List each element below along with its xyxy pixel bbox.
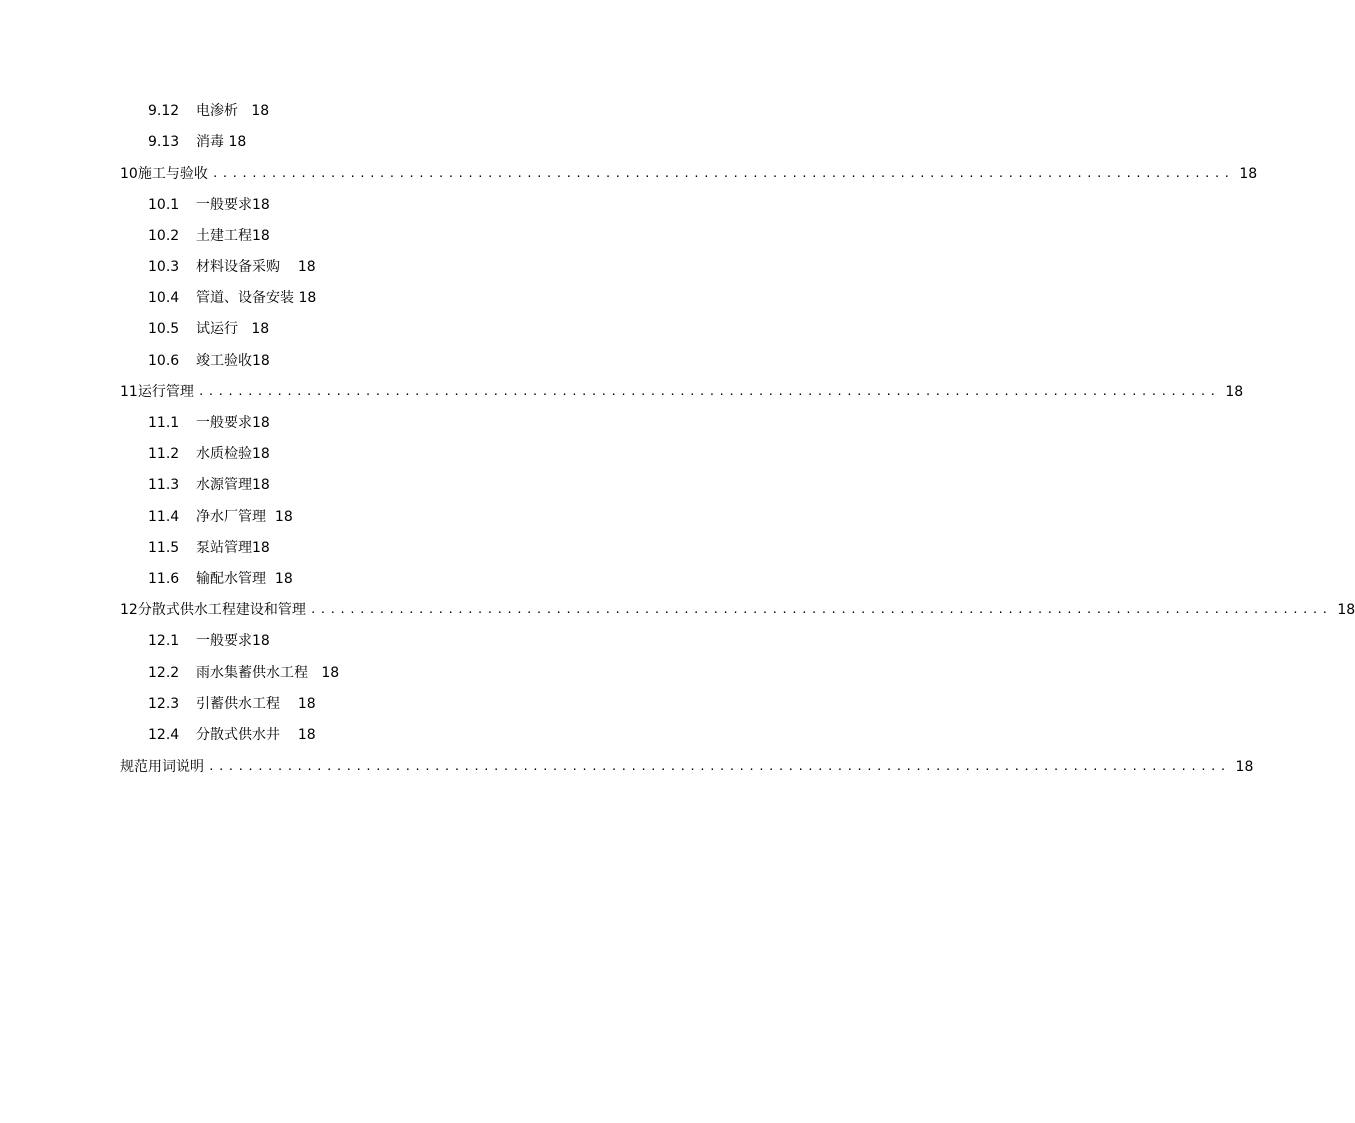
toc-dot-leader: ........................................................................................................ bbox=[309, 603, 1332, 616]
toc-entry-10-1[interactable] bbox=[148, 195, 270, 215]
toc-chapter-page-number: 18 bbox=[1235, 759, 1254, 775]
toc-entry-gap bbox=[266, 509, 275, 525]
toc-chapter-title: 分散式供水工程建设和管理 bbox=[137, 602, 306, 618]
toc-entry-page-number: 18 bbox=[297, 259, 316, 275]
toc-entry-gap bbox=[280, 259, 298, 275]
toc-chapter-number: 12 bbox=[120, 602, 138, 618]
toc-entry-page-number: 18 bbox=[251, 103, 270, 119]
toc-entry-title: 泵站管理 bbox=[196, 540, 252, 556]
toc-entry-12-4[interactable] bbox=[148, 725, 316, 745]
toc-entry-title: 管道、设备安装 bbox=[196, 290, 294, 306]
toc-entry-page-number: 18 bbox=[252, 415, 270, 431]
toc-entry-title: 材料设备采购 bbox=[196, 259, 280, 275]
toc-chapter-title: 规范用词说明 bbox=[120, 759, 204, 775]
toc-entry-gap bbox=[280, 727, 298, 743]
toc-entry-gap bbox=[280, 696, 298, 712]
toc-entry-gap bbox=[238, 103, 251, 119]
toc-entry-number: 12.4 bbox=[148, 727, 180, 743]
toc-entry-page-number: 18 bbox=[252, 633, 270, 649]
toc-chapter-page-number: 18 bbox=[1225, 384, 1244, 400]
toc-entry-10-4[interactable] bbox=[148, 288, 316, 308]
toc-entry-number: 10.2 bbox=[148, 228, 180, 244]
toc-entry-title: 分散式供水井 bbox=[196, 727, 280, 743]
toc-entry-page-number: 18 bbox=[274, 509, 293, 525]
toc-entry-10-2[interactable] bbox=[148, 226, 270, 246]
toc-entry-page-number: 18 bbox=[252, 353, 270, 369]
toc-chapter-12[interactable] bbox=[120, 600, 1355, 620]
toc-chapter-10[interactable] bbox=[120, 164, 1258, 184]
toc-entry-page-number: 18 bbox=[252, 228, 270, 244]
toc-entry-page-number: 18 bbox=[252, 477, 270, 493]
toc-entry-title: 一般要求 bbox=[196, 633, 252, 649]
toc-chapter-title: 运行管理 bbox=[137, 384, 194, 400]
toc-entry-number: 11.1 bbox=[148, 415, 180, 431]
toc-entry-10-5[interactable] bbox=[148, 319, 269, 339]
toc-chapter-number: 10 bbox=[120, 166, 138, 182]
toc-entry-title: 水质检验 bbox=[196, 446, 252, 462]
toc-entry-title: 试运行 bbox=[196, 321, 238, 337]
toc-entry-9-13[interactable] bbox=[148, 132, 246, 152]
toc-entry-page-number: 18 bbox=[252, 446, 270, 462]
toc-entry-12-2[interactable] bbox=[148, 663, 339, 683]
toc-entry-title: 土建工程 bbox=[196, 228, 252, 244]
toc-entry-number: 11.2 bbox=[148, 446, 180, 462]
toc-entry-10-3[interactable] bbox=[148, 257, 316, 277]
toc-entry-12-1[interactable] bbox=[148, 631, 270, 651]
toc-entry-number: 11.6 bbox=[148, 571, 180, 587]
toc-chapter-11[interactable] bbox=[120, 382, 1244, 402]
toc-chapter-title: 施工与验收 bbox=[137, 166, 208, 182]
toc-entry-number: 12.2 bbox=[148, 665, 180, 681]
toc-entry-11-4[interactable] bbox=[148, 507, 293, 527]
toc-entry-title: 水源管理 bbox=[196, 477, 252, 493]
toc-entry-number: 12.1 bbox=[148, 633, 180, 649]
toc-entry-11-3[interactable] bbox=[148, 475, 270, 495]
toc-entry-number: 11.4 bbox=[148, 509, 180, 525]
toc-chapter-page-number: 18 bbox=[1337, 602, 1355, 618]
toc-entry-title: 消毒 bbox=[196, 134, 224, 150]
toc-entry-gap bbox=[308, 665, 321, 681]
toc-chapter-page-number: 18 bbox=[1239, 166, 1258, 182]
toc-entry-page-number: 18 bbox=[297, 696, 316, 712]
toc-entry-title: 雨水集蓄供水工程 bbox=[196, 665, 308, 681]
toc-entry-title: 输配水管理 bbox=[196, 571, 266, 587]
toc-entry-gap bbox=[238, 321, 251, 337]
toc-entry-page-number: 18 bbox=[228, 134, 247, 150]
toc-dot-leader: ........................................................................................................ bbox=[211, 167, 1234, 180]
toc-entry-number: 10.4 bbox=[148, 290, 180, 306]
toc-dot-leader: ........................................................................................................ bbox=[197, 385, 1220, 398]
toc-dot-leader: ........................................................................................................ bbox=[208, 760, 1230, 773]
toc-entry-title: 一般要求 bbox=[196, 415, 252, 431]
toc-entry-page-number: 18 bbox=[251, 321, 270, 337]
toc-entry-12-3[interactable] bbox=[148, 694, 316, 714]
toc-entry-page-number: 18 bbox=[321, 665, 340, 681]
toc-entry-title: 电渗析 bbox=[196, 103, 238, 119]
toc-entry-number: 10.5 bbox=[148, 321, 180, 337]
toc-entry-number: 9.13 bbox=[148, 134, 180, 150]
toc-entry-number: 12.3 bbox=[148, 696, 180, 712]
toc-entry-number: 11.3 bbox=[148, 477, 180, 493]
toc-entry-title: 引蓄供水工程 bbox=[196, 696, 280, 712]
toc-entry-title: 净水厂管理 bbox=[196, 509, 266, 525]
toc-entry-9-12[interactable] bbox=[148, 101, 269, 121]
toc-entry-11-6[interactable] bbox=[148, 569, 293, 589]
toc-entry-number: 10.6 bbox=[148, 353, 180, 369]
toc-entry-number: 10.1 bbox=[148, 197, 180, 213]
toc-entry-page-number: 18 bbox=[252, 197, 270, 213]
toc-entry-gap bbox=[266, 571, 275, 587]
toc-entry-title: 一般要求 bbox=[196, 197, 252, 213]
toc-entry-11-5[interactable] bbox=[148, 538, 270, 558]
toc-entry-page-number: 18 bbox=[298, 290, 317, 306]
toc-entry-11-2[interactable] bbox=[148, 444, 270, 464]
toc-entry-10-6[interactable] bbox=[148, 351, 270, 371]
toc-entry-number: 10.3 bbox=[148, 259, 180, 275]
toc-entry-title: 竣工验收 bbox=[196, 353, 252, 369]
toc-entry-number: 9.12 bbox=[148, 103, 180, 119]
toc-chapter-number: 11 bbox=[120, 384, 138, 400]
toc-entry-page-number: 18 bbox=[252, 540, 270, 556]
toc-entry-page-number: 18 bbox=[297, 727, 316, 743]
toc-entry-11-1[interactable] bbox=[148, 413, 270, 433]
toc-terms-explanation[interactable] bbox=[120, 757, 1254, 777]
toc-entry-number: 11.5 bbox=[148, 540, 180, 556]
toc-entry-page-number: 18 bbox=[274, 571, 293, 587]
